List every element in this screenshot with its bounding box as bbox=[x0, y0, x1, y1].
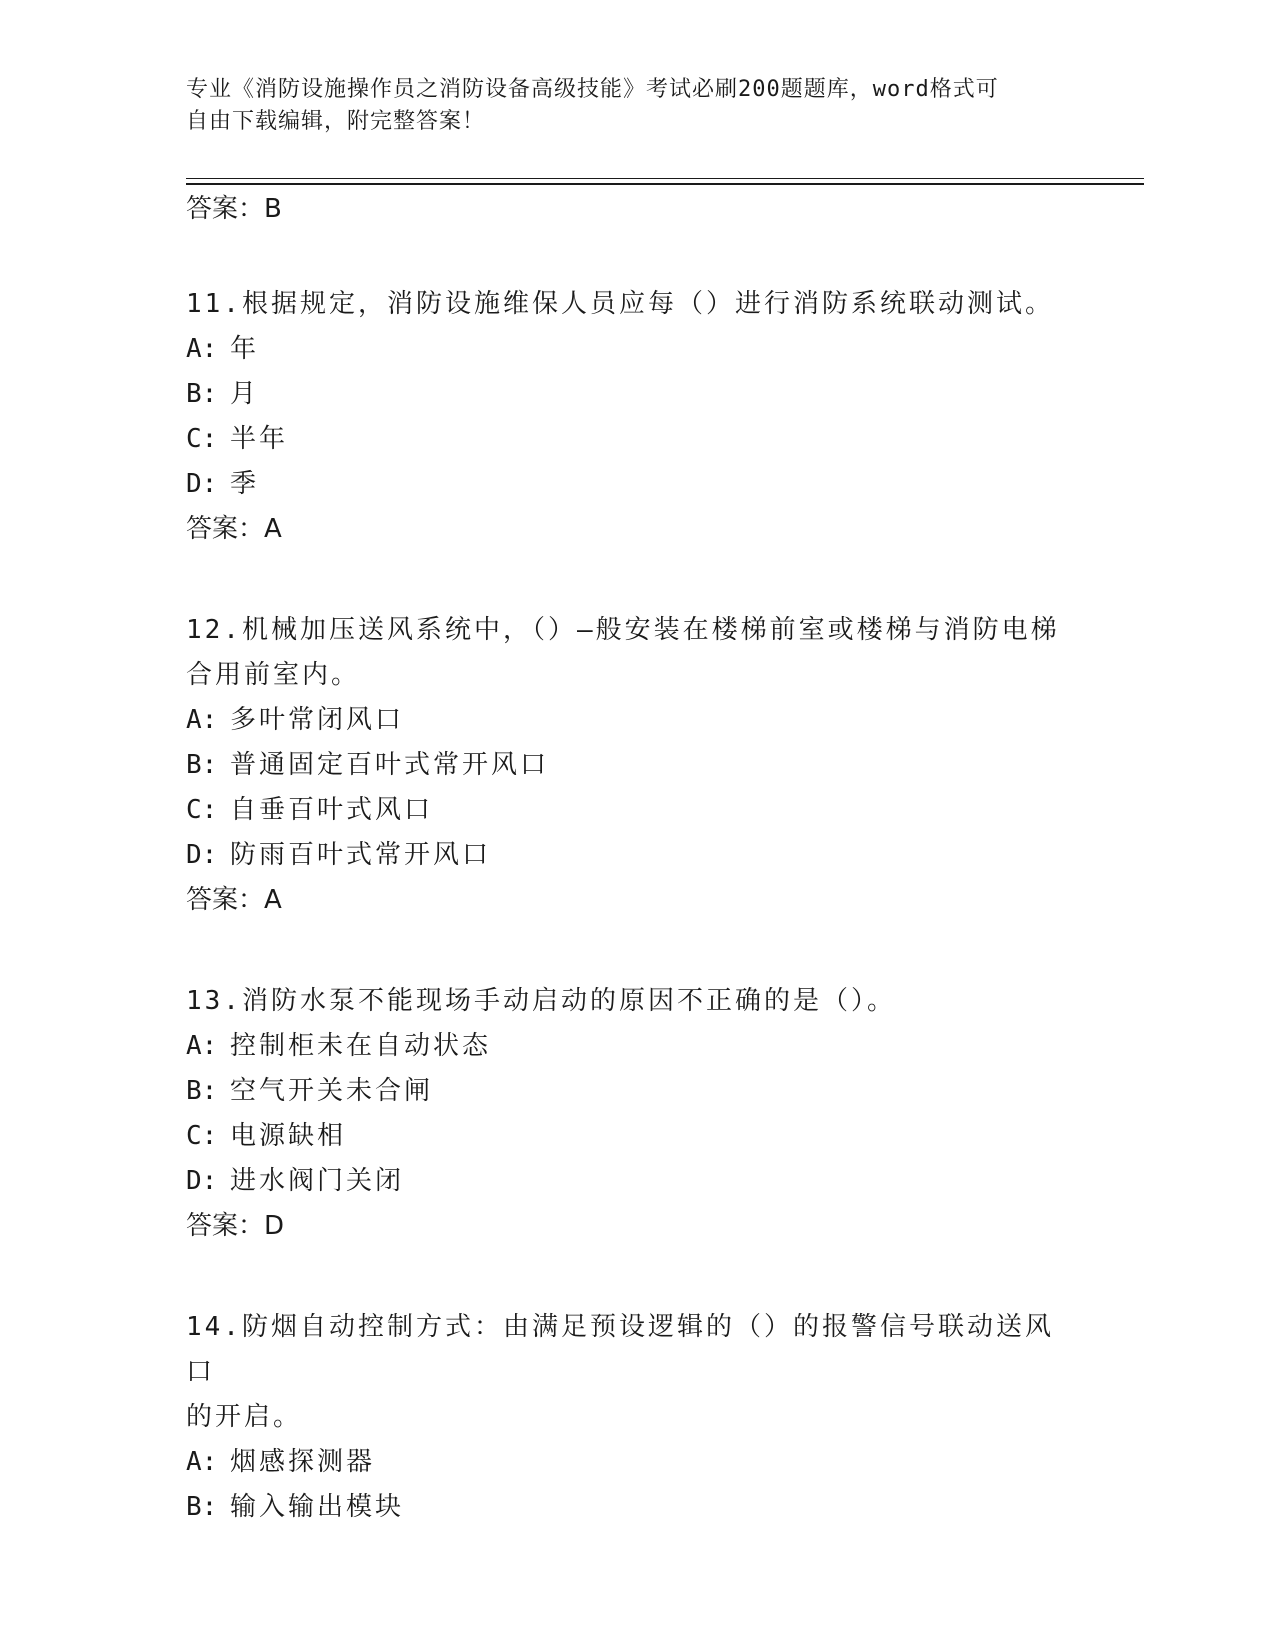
option-d: D: 进水阀门关闭 bbox=[186, 1166, 405, 1196]
answer-line: 答案：B bbox=[186, 194, 282, 224]
option-a: A: 多叶常闭风口 bbox=[186, 705, 405, 735]
option-a: A: 年 bbox=[186, 334, 260, 364]
question-13 bbox=[186, 979, 1066, 1249]
question-stem-continued: 的开启。 bbox=[186, 1402, 303, 1432]
spacer bbox=[186, 1249, 1066, 1305]
answer-line: 答案：A bbox=[186, 885, 282, 915]
question-stem: 11.根据规定，消防设施维保人员应每（）进行消防系统联动测试。 bbox=[186, 289, 1054, 319]
question-stem: 14.防烟自动控制方式：由满足预设逻辑的（）的报警信号联动送风口 bbox=[186, 1312, 1054, 1387]
option-b: B: 空气开关未合闸 bbox=[186, 1076, 434, 1106]
answer-line: 答案：A bbox=[186, 514, 282, 544]
question-12 bbox=[186, 608, 1066, 923]
header-rule-thin bbox=[186, 178, 1144, 179]
document-body bbox=[186, 192, 1066, 1530]
question-14 bbox=[186, 1305, 1066, 1530]
option-c: C: 半年 bbox=[186, 424, 289, 454]
document-header bbox=[186, 74, 1066, 138]
spacer bbox=[186, 923, 1066, 979]
header-rule-thick bbox=[186, 183, 1144, 185]
answer-line: 答案：D bbox=[186, 1211, 285, 1241]
option-a: A: 控制柜未在自动状态 bbox=[186, 1031, 492, 1061]
option-c: C: 自垂百叶式风口 bbox=[186, 795, 434, 825]
question-stem: 13.消防水泵不能现场手动启动的原因不正确的是（）。 bbox=[186, 986, 896, 1016]
option-a: A: 烟感探测器 bbox=[186, 1447, 376, 1477]
spacer bbox=[186, 226, 1066, 282]
option-b: B: 输入输出模块 bbox=[186, 1492, 405, 1522]
option-b: B: 月 bbox=[186, 379, 260, 409]
question-stem-continued: 合用前室内。 bbox=[186, 660, 361, 690]
header-line-2: 自由下载编辑，附完整答案！ bbox=[186, 109, 486, 134]
option-c: C: 电源缺相 bbox=[186, 1121, 347, 1151]
question-stem: 12.机械加压送风系统中，（）—般安装在楼梯前室或楼梯与消防电梯 bbox=[186, 615, 1060, 645]
option-d: D: 防雨百叶式常开风口 bbox=[186, 840, 492, 870]
option-d: D: 季 bbox=[186, 469, 260, 499]
spacer bbox=[186, 552, 1066, 608]
question-11 bbox=[186, 282, 1066, 552]
option-b: B: 普通固定百叶式常开风口 bbox=[186, 750, 550, 780]
header-line-1: 专业《消防设施操作员之消防设备高级技能》考试必刷200题题库，word格式可 bbox=[186, 77, 999, 102]
